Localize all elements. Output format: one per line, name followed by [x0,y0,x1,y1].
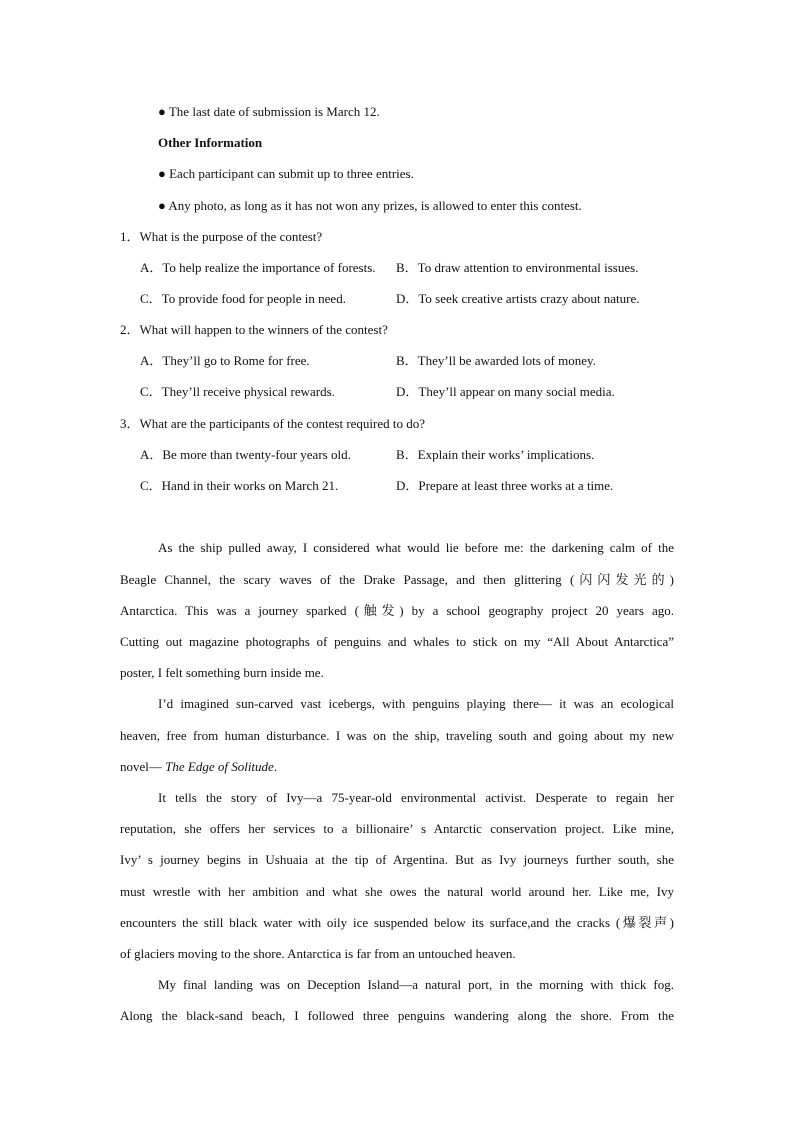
bullet-submission-date: ● The last date of submission is March 12. [158,104,380,119]
bullet-entries-limit: ● Each participant can submit up to three entries. [158,166,414,181]
passage-text: . [273,759,278,774]
passage-line: As the ship pulled away, I considered what would lie before me: the darkening calm of the [158,540,674,555]
passage-line: Beagle Channel, the scary waves of the Drake Passage, and then glittering (闪闪发光的) [120,572,674,587]
other-information-heading: Other Information [158,135,263,150]
passage-line: encounters the still black water with oily ice suspended below its surface,and the cracks (爆裂声) [120,915,674,930]
question-2-stem: 2．What will happen to the winners of the contest? [120,322,388,337]
passage-line: Antarctica. This was a journey sparked (触发) by a school geography project 20 years ago. [120,603,674,618]
passage-line: heaven, free from human disturbance. I was on the ship, traveling south and going about my new [120,728,674,743]
question-1-option-d: D．To seek creative artists crazy about nature. [396,291,640,306]
passage-text: novel— [120,759,166,774]
question-2-option-a: A．They’ll go to Rome for free. [140,353,310,368]
passage-line-novel-title [120,759,277,775]
passage-line: It tells the story of Ivy—a 75-year-old environmental activist. Desperate to regain her [158,790,674,805]
question-2-option-d: D．They’ll appear on many social media. [396,384,615,399]
question-2-option-b: B．They’ll be awarded lots of money. [396,353,596,368]
question-3-option-a: A．Be more than twenty-four years old. [140,447,351,462]
question-1-stem: 1．What is the purpose of the contest? [120,229,323,244]
passage-line: I’d imagined sun-carved vast icebergs, with penguins playing there— it was an ecological [158,696,674,711]
passage-line: Along the black-sand beach, I followed three penguins wandering along the shore. From the [120,1008,674,1023]
novel-title: The Edge of Solitude [165,759,274,774]
question-3-option-c: C．Hand in their works on March 21. [140,478,339,493]
passage-line: Cutting out magazine photographs of penguins and whales to stick on my “All About Antarctica” [120,634,674,649]
passage-line: Ivy’ s journey begins in Ushuaia at the tip of Argentina. But as Ivy journeys further south, she [120,852,674,867]
question-3-stem: 3．What are the participants of the contest required to do? [120,416,426,431]
question-2-option-c: C．They’ll receive physical rewards. [140,384,335,399]
passage-line: My final landing was on Deception Island—a natural port, in the morning with thick fog. [158,977,674,992]
question-1-option-a: A．To help realize the importance of forests. [140,260,376,275]
question-1-option-b: B．To draw attention to environmental issues. [396,260,639,275]
passage-line: poster, I felt something burn inside me. [120,665,324,680]
question-3-option-d: D．Prepare at least three works at a time. [396,478,614,493]
bullet-photo-eligibility: ● Any photo, as long as it has not won any prizes, is allowed to enter this contest. [158,198,582,213]
question-1-option-c: C．To provide food for people in need. [140,291,346,306]
question-3-option-b: B．Explain their works’ implications. [396,447,595,462]
passage-line: of glaciers moving to the shore. Antarctica is far from an untouched heaven. [120,946,516,961]
passage-line: reputation, she offers her services to a billionaire’ s Antarctic conservation project. Like mine, [120,821,674,836]
passage-line: must wrestle with her ambition and what she owes the natural world around her. Like me, Ivy [120,884,674,899]
